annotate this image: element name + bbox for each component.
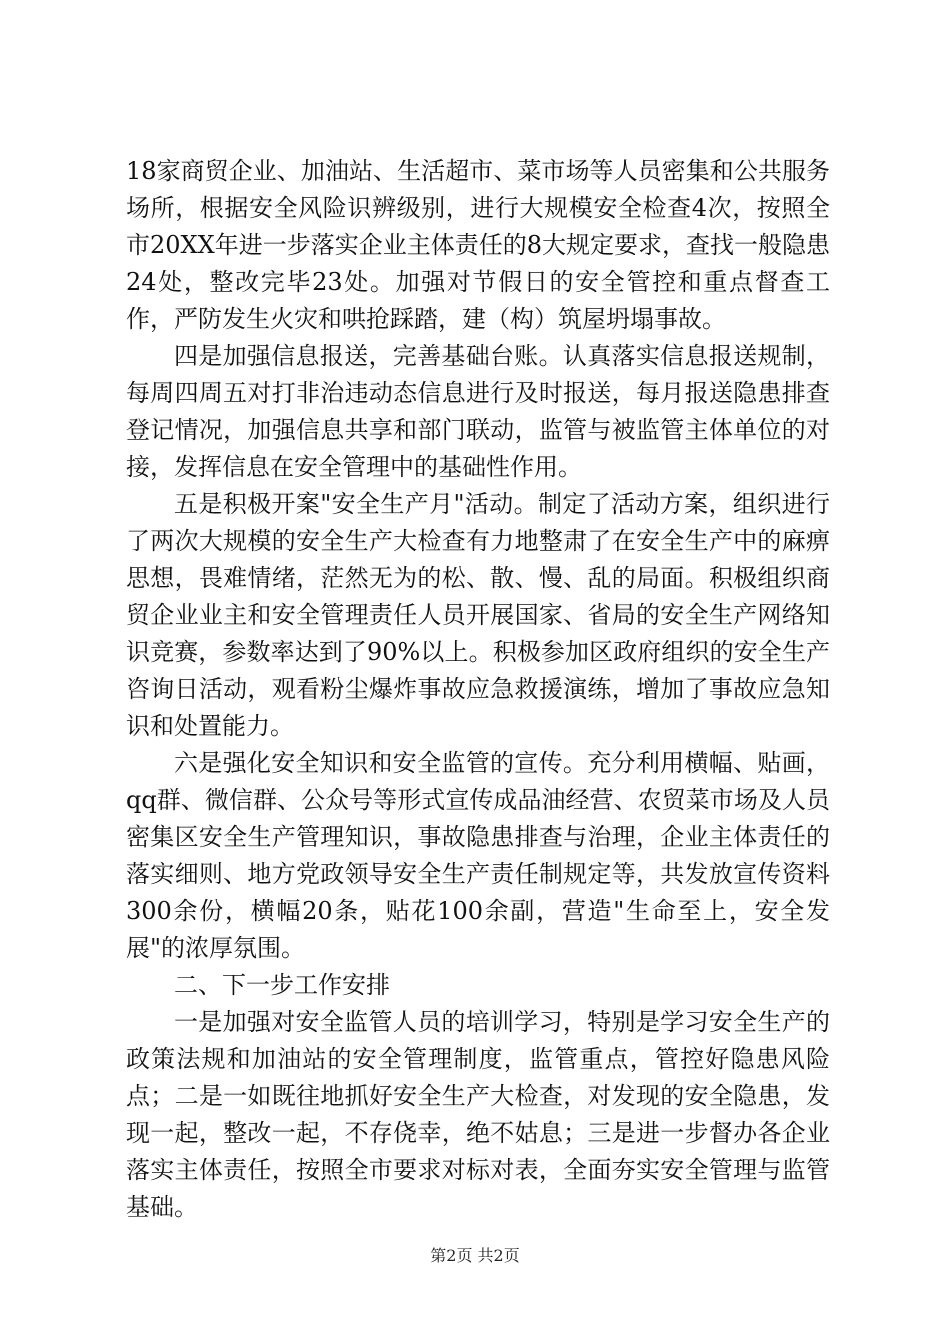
page-number-footer: 第2页 共2页 — [430, 1246, 520, 1265]
paragraph-publicity: 六是强化安全知识和安全监管的宣传。充分利用横幅、贴画，qq群、微信群、公众号等形式宣传成品油经营、农贸菜市场及人员密集区安全生产管理知识，事故隐患排查与治理，企业主体责任的落实细则、地方党政领导安全生产责任制规定等，共发放宣传资料300余份，横幅20条，贴花100余副，营造"生命至上，安全发展"的浓厚氛围。 — [126, 749, 830, 962]
section-heading-next-steps: 二、下一步工作安排 — [174, 971, 390, 999]
paragraph-info-reporting: 四是加强信息报送，完善基础台账。认真落实信息报送规制，每周四周五对打非治违动态信息进行及时报送，每月报送隐患排查登记情况，加强信息共享和部门联动，监管与被监管主体单位的对接，发挥信息在安全管理中的基础性作用。 — [126, 342, 830, 481]
paragraph-continuation: 18家商贸企业、加油站、生活超市、菜市场等人员密集和公共服务场所，根据安全风险识辨级别，进行大规模安全检查4次，按照全市20XX年进一步落实企业主体责任的8大规定要求，查找一般隐患24处，整改完毕23处。加强对节假日的安全管控和重点督查工作，严防发生火灾和哄抢踩踏，建（构）筑屋坍塌事故。 — [126, 157, 830, 333]
paragraph-safety-month: 五是积极开案"安全生产月"活动。制定了活动方案，组织进行了两次大规模的安全生产大检查有力地整肃了在安全生产中的麻痹思想，畏难情绪，茫然无为的松、散、慢、乱的局面。积极组织商贸企业业主和安全管理责任人员开展国家、省局的安全生产网络知识竞赛，参数率达到了90%以上。积极参加区政府组织的安全生产咨询日活动，观看粉尘爆炸事故应急救援演练，增加了事故应急知识和处置能力。 — [126, 490, 830, 740]
document-body — [126, 153, 830, 1226]
paragraph-next-steps: 一是加强对安全监管人员的培训学习，特别是学习安全生产的政策法规和加油站的安全管理制度，监管重点，管控好隐患风险点；二是一如既往地抓好安全生产大检查，对发现的安全隐患，发现一起，整改一起，不存侥幸，绝不姑息；三是进一步督办各企业落实主体责任，按照全市要求对标对表，全面夯实安全管理与监管基础。 — [126, 1008, 830, 1221]
